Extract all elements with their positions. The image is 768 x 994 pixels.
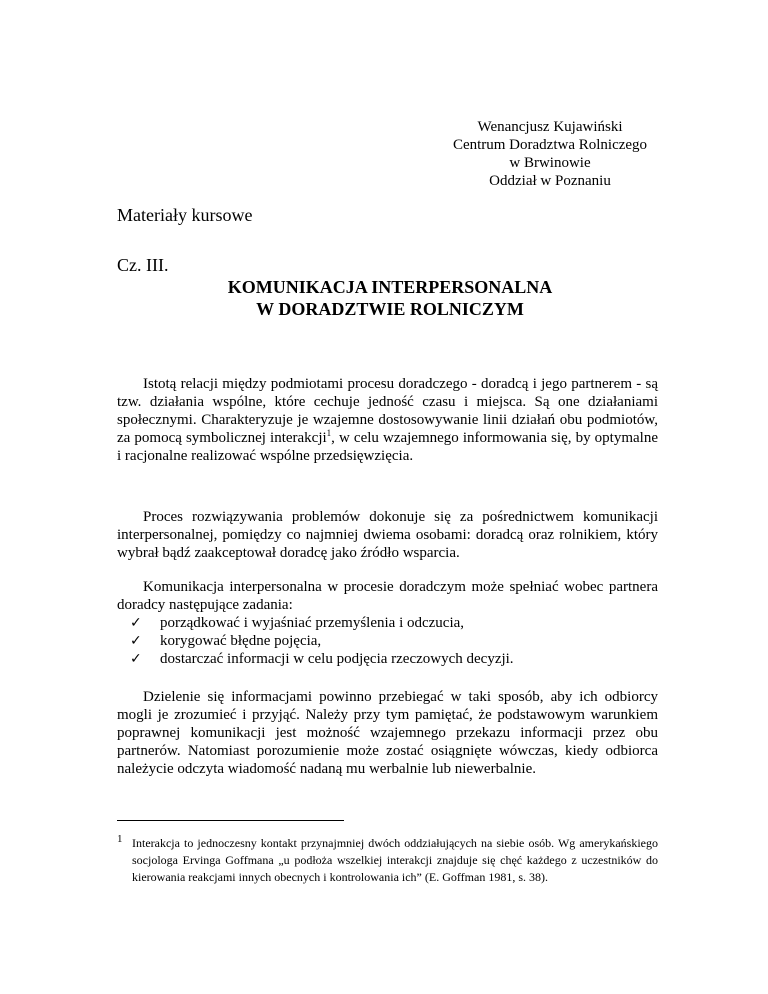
checklist-item bbox=[130, 632, 650, 650]
paragraph-3 bbox=[117, 578, 658, 614]
check-icon: ✓ bbox=[130, 615, 142, 631]
check-icon: ✓ bbox=[130, 651, 142, 667]
paragraph-1-text: Istotą relacji między podmiotami procesu doradczego - doradcą i jego partnerem - są tzw. działania wspólne, które cechuje jedność czasu i miejsca. Są one działaniami społecznymi. Charakteryzuje je wzajemne dostosowywanie linii działań obu podmiotów, za pomocą symbolicznej interakcji bbox=[117, 376, 658, 446]
paragraph-4 bbox=[117, 688, 658, 778]
branch-name: Oddział w Poznaniu bbox=[489, 173, 611, 189]
title-line-1: KOMUNIKACJA INTERPERSONALNA bbox=[227, 277, 553, 297]
paragraph-3-text: Komunikacja interpersonalna w procesie doradczym może spełniać wobec partnera doradcy następujące zadania: bbox=[117, 579, 658, 613]
materials-label: Materiały kursowe bbox=[117, 205, 253, 225]
title-line-2: W DORADZTWIE ROLNICZYM bbox=[256, 299, 524, 319]
footnote-number: 1 bbox=[117, 833, 123, 845]
check-icon: ✓ bbox=[130, 633, 142, 649]
institution-location: w Brwinowie bbox=[509, 155, 591, 171]
paragraph-2-text: Proces rozwiązywania problemów dokonuje się za pośrednictwem komunikacji interpersonalnej, pomiędzy co najmniej dwiema osobami: doradcą oraz rolnikiem, który wybrał bądź zaakceptował doradcę jako źródło wsparcia. bbox=[117, 509, 658, 561]
checklist-item bbox=[130, 614, 650, 632]
paragraph-1 bbox=[117, 375, 658, 465]
document-title bbox=[150, 276, 630, 320]
author-name: Wenancjusz Kujawiński bbox=[477, 119, 623, 135]
checklist-item-text: dostarczać informacji w celu podjęcia rzeczowych decyzji. bbox=[160, 651, 514, 667]
institution-name: Centrum Doradztwa Rolniczego bbox=[452, 137, 648, 153]
footnote-divider bbox=[117, 820, 344, 821]
checklist-item-text: korygować błędne pojęcia, bbox=[160, 633, 322, 649]
paragraph-2 bbox=[117, 508, 658, 562]
footnote bbox=[117, 835, 658, 886]
paragraph-4-text: Dzielenie się informacjami powinno przebiegać w taki sposób, aby ich odbiorcy mogli je zrozumieć i przyjąć. Należy przy tym pamiętać, że podstawowym warunkiem poprawnej komunikacji jest możność wzajemnego przekazu informacji przez obu partnerów. Natomiast porozumienie może zostać osiągnięte wówczas, kiedy odbiorca należycie odczyta wiadomość nadaną mu werbalnie lub niewerbalnie. bbox=[117, 689, 658, 777]
checklist-item-text: porządkować i wyjaśniać przemyślenia i odczucia, bbox=[160, 615, 465, 631]
footnote-text: Interakcja to jednoczesny kontakt przynajmniej dwóch oddziałujących na siebie osób. Wg amerykańskiego socjologa Ervinga Goffmana „u podłoża wszelkiej interakcji znajduje się chęć każdego z uczestników do kierowania reakcjami innych obecnych i kontrolowania ich” (E. Goffman 1981, s. 38). bbox=[132, 836, 658, 884]
part-label: Cz. III. bbox=[117, 255, 169, 275]
checklist-item bbox=[130, 650, 650, 668]
paragraph-1-text-continued: , w celu wzajemnego informowania się, by optymalne i racjonalne realizować wspólne przedsięwzięcia. bbox=[117, 430, 658, 464]
footnote-reference: 1 bbox=[326, 428, 332, 438]
task-checklist bbox=[130, 614, 650, 668]
author-block bbox=[420, 118, 680, 190]
